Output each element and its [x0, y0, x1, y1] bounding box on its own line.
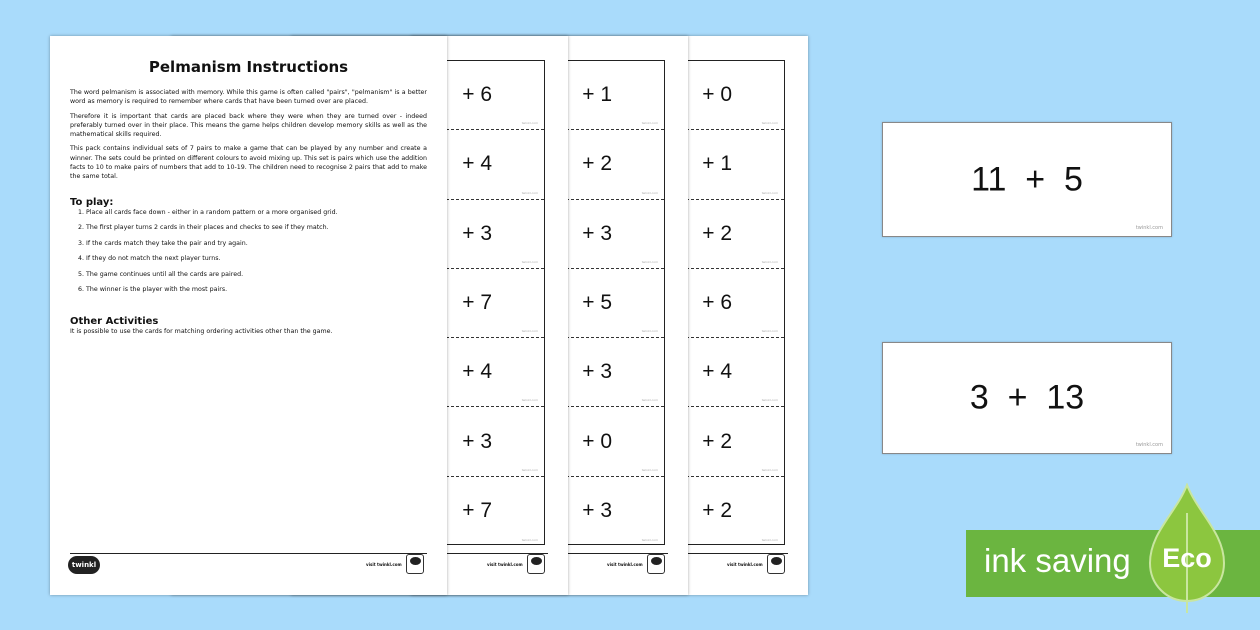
step: 1. Place all cards face down - either in a random pattern or a more organised grid.	[86, 208, 427, 217]
card-watermark: twinkl.com	[521, 121, 538, 126]
card-expression: + 3	[462, 429, 492, 453]
card-watermark: twinkl.com	[521, 398, 538, 403]
card-expression: + 4	[702, 360, 732, 384]
step: 2. The first player turns 2 cards in their places and checks to see if they match.	[86, 223, 427, 232]
other-activities-heading: Other Activities	[70, 315, 159, 327]
badge-icon	[767, 554, 785, 574]
card-watermark: twinkl.com	[521, 467, 538, 472]
eco-badge-label: Eco	[1162, 543, 1212, 573]
card-watermark: twinkl.com	[521, 259, 538, 264]
card-expression: + 0	[582, 429, 612, 453]
card-expression: + 4	[462, 360, 492, 384]
card-watermark: twinkl.com	[641, 538, 658, 543]
card-watermark: twinkl.com	[761, 538, 778, 543]
paragraph: The word pelmanism is associated with memory. While this game is often called "pairs", "pelmanism" is a better word as memory is required to remember where cards that have been turned over are placed.	[70, 89, 427, 106]
step: 4. If they do not match the next player turns.	[86, 254, 427, 263]
card-expression: 11 + 5	[971, 160, 1083, 198]
card-expression: + 2	[702, 221, 732, 245]
card-watermark: twinkl.com	[641, 329, 658, 334]
card-expression: + 2	[702, 499, 732, 523]
card-expression: + 6	[462, 83, 492, 107]
card-expression: + 2	[582, 152, 612, 176]
badge-icon	[406, 554, 424, 574]
card-watermark: twinkl.com	[641, 259, 658, 264]
to-play-heading: To play:	[70, 196, 114, 208]
badge-icon	[647, 554, 665, 574]
visit-link: visit twinkl.com	[607, 562, 643, 567]
other-activities-text: It is possible to use the cards for matching ordering activities other than the game.	[70, 327, 333, 335]
card-watermark: twinkl.com	[641, 190, 658, 195]
card-expression: + 7	[462, 291, 492, 315]
footer-divider	[70, 553, 427, 554]
card-expression: + 3	[582, 499, 612, 523]
card-expression: + 3	[462, 221, 492, 245]
preview-card	[882, 122, 1172, 237]
card-expression: + 6	[702, 291, 732, 315]
card-expression: + 7	[462, 499, 492, 523]
card-watermark: twinkl.com	[521, 538, 538, 543]
badge-icon	[527, 554, 545, 574]
card-expression: + 1	[702, 152, 732, 176]
card-expression: + 3	[582, 360, 612, 384]
step: 6. The winner is the player with the most pairs.	[86, 285, 427, 294]
card-watermark: twinkl.com	[761, 259, 778, 264]
card-expression: + 3	[582, 221, 612, 245]
card-watermark: twinkl.com	[761, 398, 778, 403]
card-expression: + 2	[702, 429, 732, 453]
card-expression: + 4	[462, 152, 492, 176]
card-watermark: twinkl.com	[521, 329, 538, 334]
card-watermark: twinkl.com	[641, 121, 658, 126]
paragraph: This pack contains individual sets of 7 pairs to make a game that can be played by any number and create a winner. The sets could be printed on different colours to avoid mixing up. This set is pairs which use the addition facts to 10 to make pairs of numbers that add to 10-19. The children need to recognise 2 pairs that add to make the same total.	[70, 145, 427, 181]
card-watermark: twinkl.com	[761, 467, 778, 472]
visit-link: visit twinkl.com	[366, 562, 402, 567]
instructions-page	[50, 36, 447, 595]
card-expression: + 0	[702, 83, 732, 107]
paragraph: Therefore it is important that cards are placed back where they were when they are turned over - indeed preferably turned over in their place. This means the game helps children develop memory skills as well as the mathematical skills required.	[70, 112, 427, 139]
visit-link: visit twinkl.com	[727, 562, 763, 567]
ink-saving-label: ink saving	[984, 542, 1131, 579]
card-watermark: twinkl.com	[1135, 442, 1163, 448]
instructions-body	[70, 88, 427, 341]
card-watermark: twinkl.com	[1135, 225, 1163, 231]
card-watermark: twinkl.com	[761, 190, 778, 195]
card-watermark: twinkl.com	[521, 190, 538, 195]
card-watermark: twinkl.com	[641, 398, 658, 403]
visit-link: visit twinkl.com	[487, 562, 523, 567]
twinkl-logo: twinkl	[68, 556, 100, 574]
page-title: Pelmanism Instructions	[148, 58, 349, 76]
step: 5. The game continues until all the cards are paired.	[86, 270, 427, 279]
steps-list	[70, 208, 427, 295]
card-watermark: twinkl.com	[761, 329, 778, 334]
card-watermark: twinkl.com	[761, 121, 778, 126]
preview-card	[882, 342, 1172, 454]
card-expression: + 1	[582, 83, 612, 107]
step: 3. If the cards match they take the pair and try again.	[86, 239, 427, 248]
card-expression: 3 + 13	[969, 378, 1085, 417]
card-watermark: twinkl.com	[641, 467, 658, 472]
card-expression: + 5	[582, 291, 612, 315]
